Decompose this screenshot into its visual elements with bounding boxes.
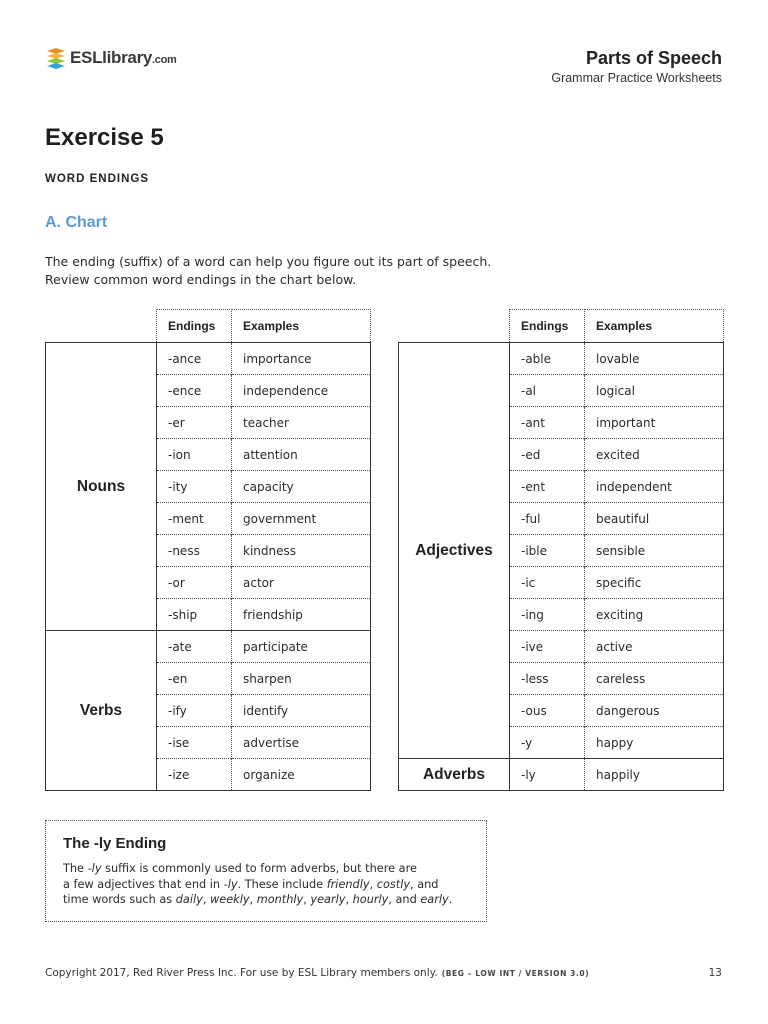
ending-cell: -ence — [157, 375, 232, 407]
example-cell: sharpen — [232, 663, 371, 695]
ly-ending-box — [45, 820, 487, 922]
page-number: 13 — [708, 967, 722, 979]
category-label: Verbs — [46, 631, 157, 791]
nouns-verbs-table — [45, 309, 371, 791]
ly-box-line: The -ly suffix is commonly used to form adverbs, but there are — [63, 862, 417, 875]
example-cell: participate — [232, 631, 371, 663]
example-cell: advertise — [232, 727, 371, 759]
ending-cell: -ent — [510, 471, 585, 503]
footer-copyright: Copyright 2017, Red River Press Inc. For use by ESL Library members only. (BEG – LOW INT / VERSION 3.0) — [45, 967, 590, 979]
exercise-title: Exercise 5 — [45, 124, 164, 151]
level-label: (BEG – LOW INT / VERSION 3.0) — [441, 969, 590, 978]
blank-header — [399, 310, 510, 343]
ending-cell: -en — [157, 663, 232, 695]
example-cell: independence — [232, 375, 371, 407]
table-row — [46, 343, 371, 375]
intro-line: Review common word endings in the chart below. — [45, 272, 357, 287]
section-heading: A. Chart — [45, 214, 108, 231]
ending-cell: -ness — [157, 535, 232, 567]
category-label: Adjectives — [399, 343, 510, 759]
ending-cell: -ful — [510, 503, 585, 535]
ending-cell: -ise — [157, 727, 232, 759]
example-cell: beautiful — [585, 503, 724, 535]
ending-cell: -ment — [157, 503, 232, 535]
example-cell: identify — [232, 695, 371, 727]
table-row — [399, 343, 724, 375]
example-cell: sensible — [585, 535, 724, 567]
example-cell: dangerous — [585, 695, 724, 727]
ending-cell: -less — [510, 663, 585, 695]
esl-library-logo — [45, 45, 177, 71]
exercise-subtitle: WORD ENDINGS — [45, 173, 149, 185]
logo-text: ESLlibrary.com — [70, 48, 177, 67]
ending-cell: -ship — [157, 599, 232, 631]
table-row — [399, 759, 724, 791]
example-cell: happy — [585, 727, 724, 759]
example-cell: happily — [585, 759, 724, 791]
ending-cell: -ity — [157, 471, 232, 503]
endings-header: Endings — [510, 310, 585, 343]
ending-cell: -ion — [157, 439, 232, 471]
endings-header: Endings — [157, 310, 232, 343]
ly-box-title: The -ly Ending — [63, 835, 167, 852]
book-stack-icon — [45, 46, 67, 70]
example-cell: importance — [232, 343, 371, 375]
example-cell: important — [585, 407, 724, 439]
ending-cell: -ate — [157, 631, 232, 663]
document-title: Parts of Speech — [585, 48, 722, 68]
ending-cell: -ing — [510, 599, 585, 631]
ending-cell: -ous — [510, 695, 585, 727]
intro-line: The ending (suffix) of a word can help you figure out its part of speech. — [45, 254, 492, 269]
ending-cell: -y — [510, 727, 585, 759]
ending-cell: -er — [157, 407, 232, 439]
example-cell: capacity — [232, 471, 371, 503]
example-cell: teacher — [232, 407, 371, 439]
example-cell: lovable — [585, 343, 724, 375]
ending-cell: -or — [157, 567, 232, 599]
table-row — [46, 631, 371, 663]
example-cell: government — [232, 503, 371, 535]
example-cell: excited — [585, 439, 724, 471]
ending-cell: -ible — [510, 535, 585, 567]
example-cell: careless — [585, 663, 724, 695]
adjectives-adverbs-table — [398, 309, 724, 791]
ending-cell: -ize — [157, 759, 232, 791]
category-label: Nouns — [46, 343, 157, 631]
category-label: Adverbs — [399, 759, 510, 791]
examples-header: Examples — [232, 310, 371, 343]
example-cell: specific — [585, 567, 724, 599]
ly-box-line: a few adjectives that end in -ly. These include friendly, costly, and — [63, 877, 439, 891]
ly-box-text — [63, 861, 469, 908]
ending-cell: -able — [510, 343, 585, 375]
example-cell: exciting — [585, 599, 724, 631]
example-cell: logical — [585, 375, 724, 407]
ending-cell: -ly — [510, 759, 585, 791]
ly-box-line: time words such as daily, weekly, monthly, yearly, hourly, and early. — [63, 893, 453, 906]
intro-paragraph — [45, 253, 525, 289]
ending-cell: -al — [510, 375, 585, 407]
ending-cell: -ic — [510, 567, 585, 599]
example-cell: independent — [585, 471, 724, 503]
example-cell: actor — [232, 567, 371, 599]
ending-cell: -ant — [510, 407, 585, 439]
document-subtitle: Grammar Practice Worksheets — [551, 71, 722, 85]
blank-header — [46, 310, 157, 343]
example-cell: attention — [232, 439, 371, 471]
ending-cell: -ance — [157, 343, 232, 375]
examples-header: Examples — [585, 310, 724, 343]
example-cell: active — [585, 631, 724, 663]
example-cell: friendship — [232, 599, 371, 631]
ending-cell: -ify — [157, 695, 232, 727]
example-cell: kindness — [232, 535, 371, 567]
ending-cell: -ive — [510, 631, 585, 663]
example-cell: organize — [232, 759, 371, 791]
ending-cell: -ed — [510, 439, 585, 471]
